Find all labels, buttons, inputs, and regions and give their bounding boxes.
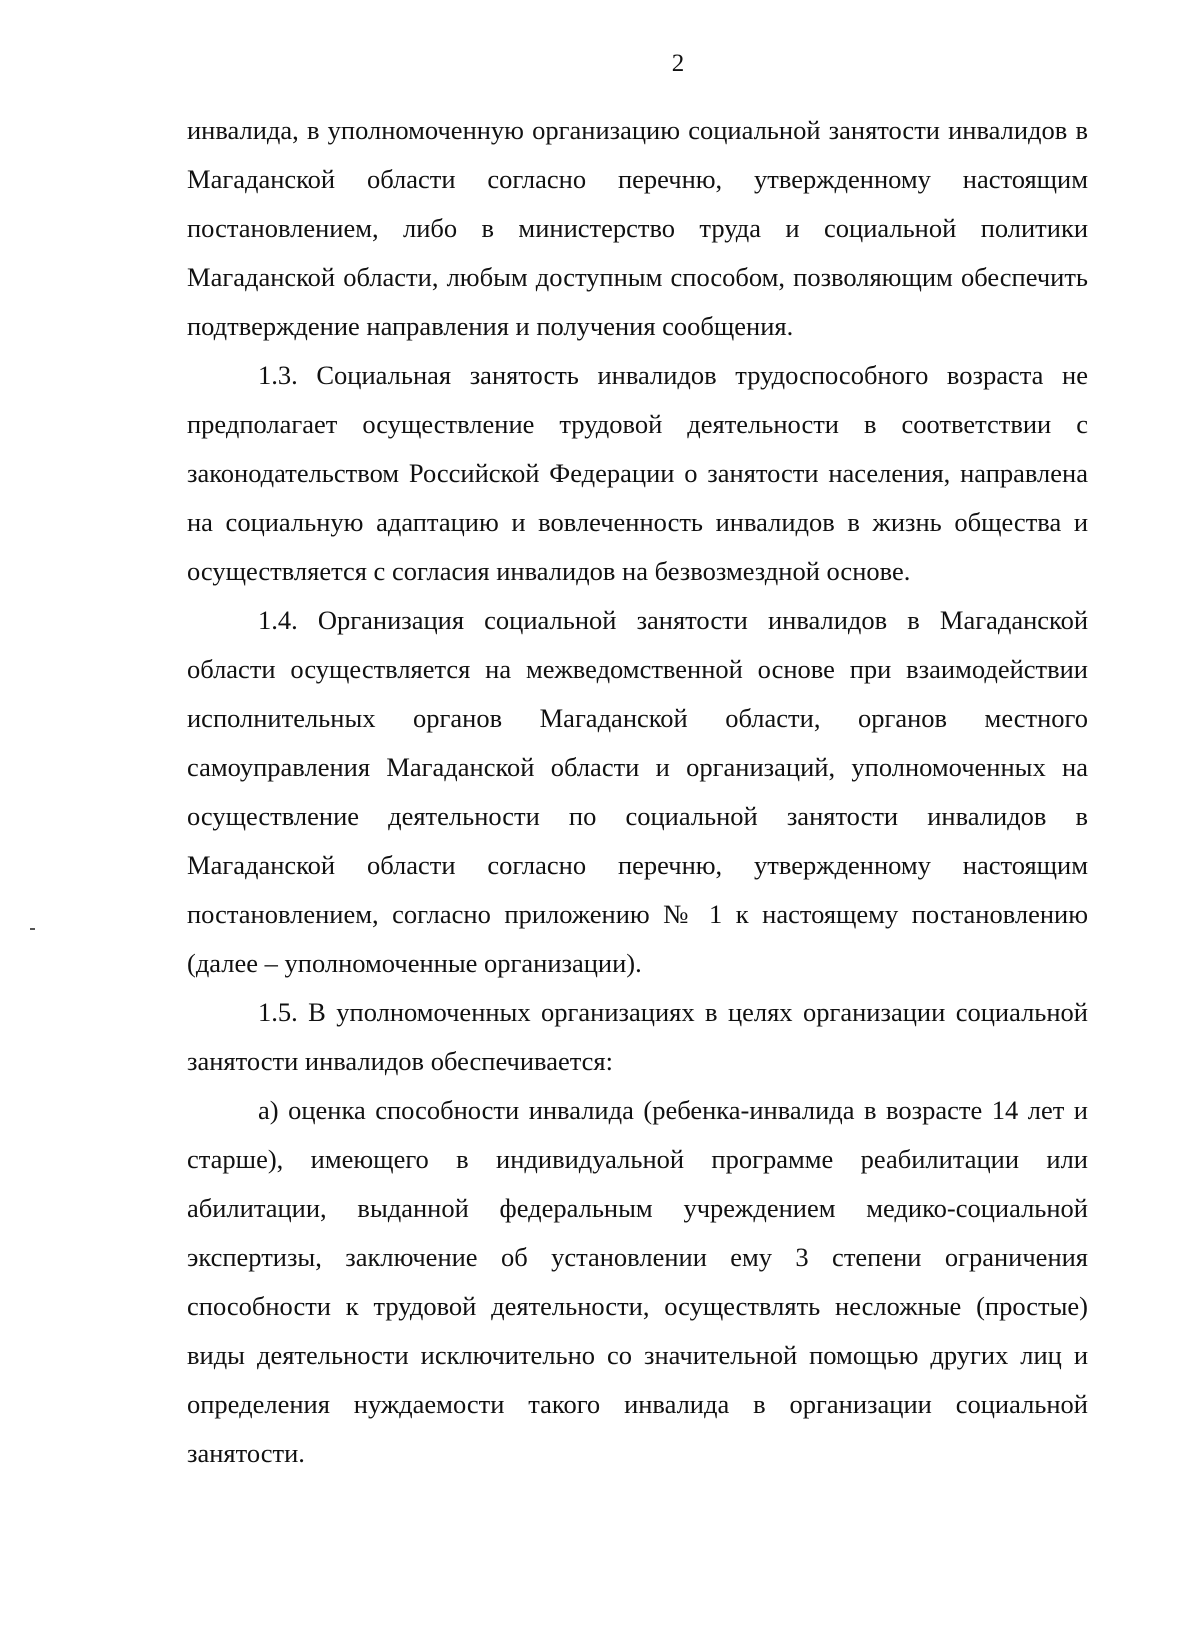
paragraph-1-4: 1.4. Организация социальной занятости инвалидов в Магаданской области осуществляется на межведомственной основе при взаимодействии исполнительных органов Магаданской области, органов местного самоуправления Магаданской области и организаций, уполномоченных на осуществление деятельности по социальной занятости инвалидов в Магаданской области согласно перечню, утвержденному настоящим постановлением, согласно приложению № 1 к настоящему постановлению (далее – уполномоченные организации). <box>187 605 1088 978</box>
paragraph-1-3: 1.3. Социальная занятость инвалидов трудоспособного возраста не предполагает осуществление трудовой деятельности в соответствии с законодательством Российской Федерации о занятости населения, направлена на социальную адаптацию и вовлеченность инвалидов в жизнь общества и осуществляется с согласия инвалидов на безвозмездной основе. <box>187 360 1088 586</box>
document-body <box>187 106 1088 1478</box>
paragraph-continuation: инвалида, в уполномоченную организацию социальной занятости инвалидов в Магаданской области согласно перечню, утвержденному настоящим постановлением, либо в министерство труда и социальной политики Магаданской области, любым доступным способом, позволяющим обеспечить подтверждение направления и получения сообщения. <box>187 115 1088 341</box>
paragraph-1-5: 1.5. В уполномоченных организациях в целях организации социальной занятости инвалидов обеспечивается: <box>187 997 1088 1076</box>
page-number: 2 <box>671 50 685 77</box>
paragraph-a: а) оценка способности инвалида (ребенка-инвалида в возрасте 14 лет и старше), имеющего в индивидуальной программе реабилитации или абилитации, выданной федеральным учреждением медико-социальной экспертизы, заключение об установлении ему 3 степени ограничения способности к трудовой деятельности, осуществлять несложные (простые) виды деятельности исключительно со значительной помощью других лиц и определения нуждаемости такого инвалида в организации социальной занятости. <box>187 1095 1088 1468</box>
scan-artifact <box>30 928 35 930</box>
